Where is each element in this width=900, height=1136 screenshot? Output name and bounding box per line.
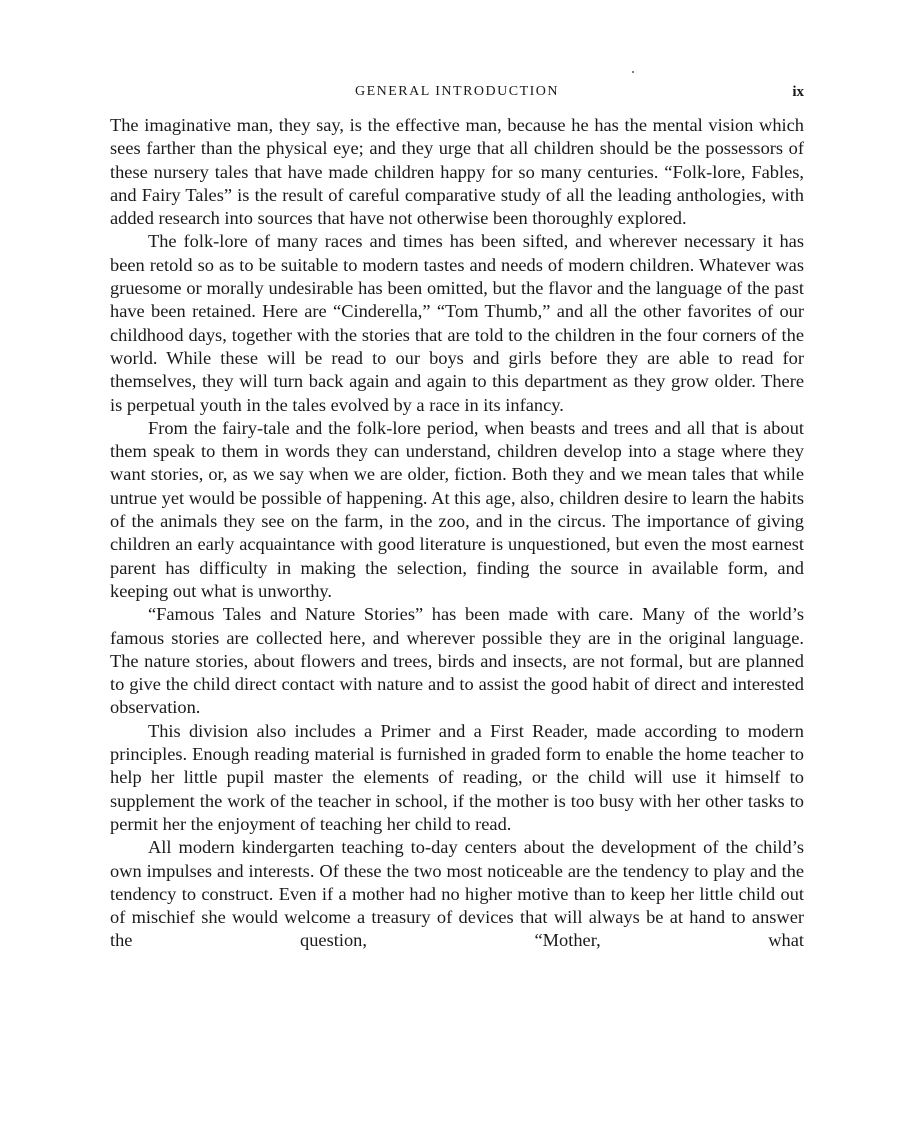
paragraph-1: The imaginative man, they say, is the effective man, because he has the mental vision which sees farther than the physical eye; and they urge that all children should be the possessors of these nursery tales that have made children happy for so many centuries. “Folk-lore, Fables, and Fairy Tales” is the result of careful comparative study of all the leading anthologies, with added research into sources that have not otherwise been thoroughly explored. — [110, 115, 804, 229]
paragraph-6: All modern kindergarten teaching to-day centers about the development of the child’s own impulses and interests. Of these the two most noticeable are the tendency to play and the tendency to construct. Even if a mother had no higher motive than to keep her little child out of mischief she would welcome a treasury of devices that will always be at hand to answer the question, “Mother, what — [110, 837, 804, 951]
running-title: GENERAL INTRODUCTION — [354, 84, 560, 99]
paragraph-5: This division also includes a Primer and a First Reader, made according to modern principles. Enough reading material is furnished in graded form to enable the home teacher to help her little pupil master the elements of reading, or the child will use it himself to supplement the work of the teacher in school, if the mother is too busy with her other tasks to permit her the enjoyment of teaching her child to read. — [110, 720, 804, 834]
print-speck — [632, 71, 634, 73]
paragraph-4: “Famous Tales and Nature Stories” has been made with care. Many of the world’s famous stories are collected here, and wherever possible they are in the original language. The nature stories, about flowers and trees, birds and insects, are not formal, but are planned to give the child direct contact with nature and to assist the good habit of direct and interested observation. — [110, 604, 804, 718]
page-number: ix — [792, 84, 804, 100]
running-head — [110, 84, 804, 106]
paragraph-3: From the fairy-tale and the folk-lore period, when beasts and trees and all that is about them speak to them in words they can understand, children develop into a stage where they want stories, or, as we say when we are older, fiction. Both they and we mean tales that while untrue yet would be possible of happening. At this age, also, children desire to learn the habits of the animals they see on the farm, in the zoo, and in the circus. The importance of giving children an early acquaintance with good literature is unquestioned, but even the most earnest parent has difficulty in making the selection, finding the source in available form, and keeping out what is unworthy. — [110, 417, 804, 601]
body-text — [110, 114, 804, 953]
paragraph-2: The folk-lore of many races and times has been sifted, and wherever necessary it has been retold so as to be suitable to modern tastes and needs of modern children. Whatever was gruesome or morally undesirable has been omitted, but the flavor and the language of the past have been retained. Here are “Cinderella,” “Tom Thumb,” and all the other favorites of our childhood days, together with the stories that are told to the children in the four corners of the world. While these will be read to our boys and girls before they are able to read for themselves, they will turn back again and again to this department as they grow older. There is perpetual youth in the tales evolved by a race in its infancy. — [110, 231, 804, 415]
